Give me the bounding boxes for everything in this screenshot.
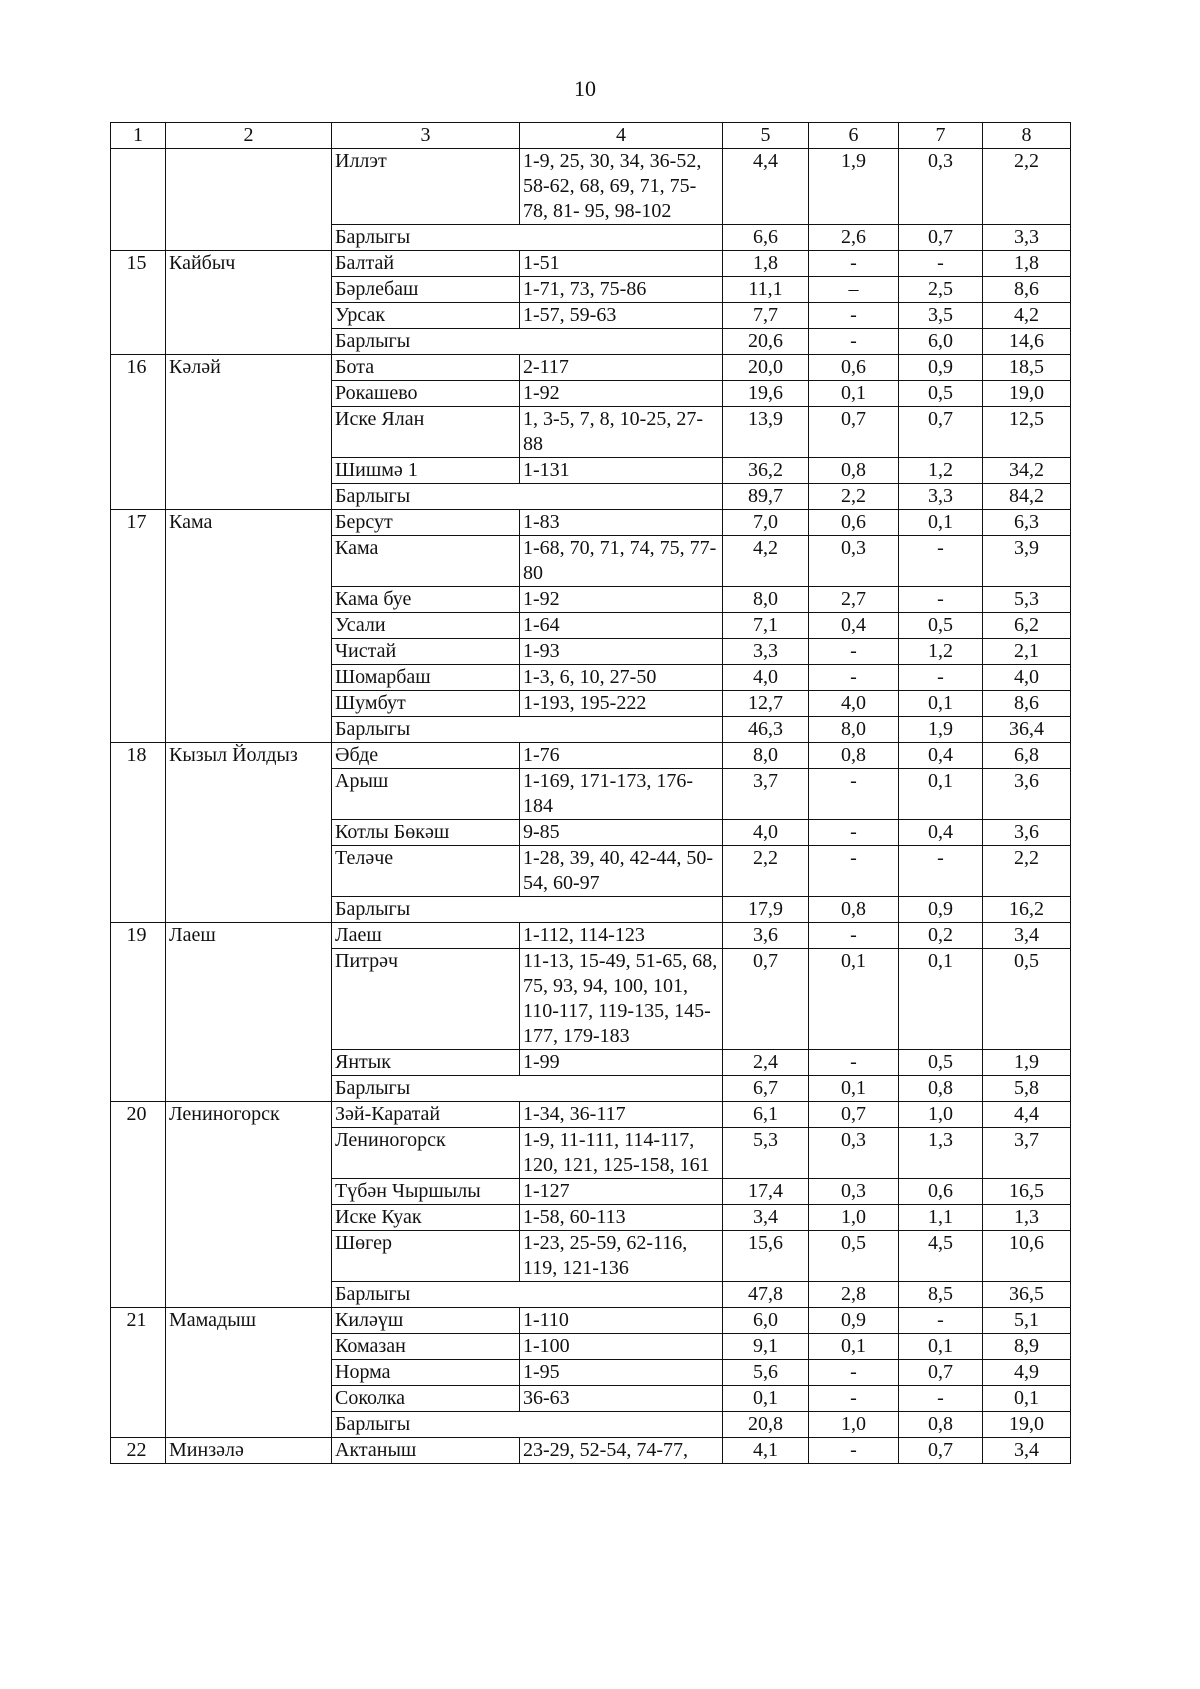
table-row [111, 1308, 1071, 1334]
district-name: Минзәлә [166, 1438, 332, 1464]
value-cell: 0,8 [809, 458, 899, 484]
table-row [111, 510, 1071, 536]
forestry-name: Кама [332, 536, 520, 587]
forestry-name: Шумбут [332, 691, 520, 717]
district-name: Мамадыш [166, 1308, 332, 1438]
value-cell: 1,3 [983, 1205, 1071, 1231]
total-value: 16,2 [983, 897, 1071, 923]
forestry-name: Зәй-Каратай [332, 1102, 520, 1128]
column-header: 2 [166, 123, 332, 149]
value-cell: 1,2 [899, 639, 983, 665]
value-cell: 4,2 [723, 536, 809, 587]
value-cell: 0,1 [983, 1386, 1071, 1412]
value-cell: 0,7 [899, 407, 983, 458]
quarter-numbers: 1-58, 60-113 [520, 1205, 723, 1231]
value-cell: 1,2 [899, 458, 983, 484]
value-cell: - [809, 1438, 899, 1464]
quarter-numbers: 1-92 [520, 381, 723, 407]
value-cell: 0,3 [809, 1179, 899, 1205]
value-cell: 6,0 [723, 1308, 809, 1334]
quarter-numbers: 1-28, 39, 40, 42-44, 50-54, 60-97 [520, 846, 723, 897]
total-value: 6,6 [723, 225, 809, 251]
value-cell: 1,3 [899, 1128, 983, 1179]
forestry-name: Лаеш [332, 923, 520, 949]
value-cell: 6,1 [723, 1102, 809, 1128]
value-cell: 1,8 [983, 251, 1071, 277]
forestry-name: Теләче [332, 846, 520, 897]
quarter-numbers: 1-57, 59-63 [520, 303, 723, 329]
total-value: 6,7 [723, 1076, 809, 1102]
total-value: 0,1 [809, 1076, 899, 1102]
table-row [111, 1438, 1071, 1464]
value-cell: 1,9 [983, 1050, 1071, 1076]
value-cell: 19,6 [723, 381, 809, 407]
table-row [111, 1102, 1071, 1128]
value-cell: - [809, 820, 899, 846]
value-cell: 1,1 [899, 1205, 983, 1231]
value-cell: 9,1 [723, 1334, 809, 1360]
table-row [111, 923, 1071, 949]
quarter-numbers: 23-29, 52-54, 74-77, [520, 1438, 723, 1464]
value-cell: 1,0 [899, 1102, 983, 1128]
value-cell: 10,6 [983, 1231, 1071, 1282]
value-cell: 17,4 [723, 1179, 809, 1205]
quarter-numbers: 1-95 [520, 1360, 723, 1386]
value-cell: 4,4 [983, 1102, 1071, 1128]
forestry-name: Усали [332, 613, 520, 639]
quarter-numbers: 1, 3-5, 7, 8, 10-25, 27-88 [520, 407, 723, 458]
forest-area-table [110, 122, 1071, 1464]
quarter-numbers: 11-13, 15-49, 51-65, 68, 75, 93, 94, 100, 101, 110-117, 119-135, 145-177, 179-183 [520, 949, 723, 1050]
total-value: 17,9 [723, 897, 809, 923]
value-cell: 3,7 [723, 769, 809, 820]
value-cell: 0,7 [899, 1360, 983, 1386]
forestry-name: Берсут [332, 510, 520, 536]
total-value: 6,0 [899, 329, 983, 355]
value-cell: 5,6 [723, 1360, 809, 1386]
forestry-name: Лениногорск [332, 1128, 520, 1179]
value-cell: - [809, 1050, 899, 1076]
value-cell: 0,1 [809, 949, 899, 1050]
total-label: Барлыгы [332, 225, 723, 251]
value-cell: - [899, 846, 983, 897]
value-cell: - [809, 639, 899, 665]
page-number: 10 [574, 76, 596, 101]
value-cell: 1,0 [809, 1205, 899, 1231]
value-cell: - [899, 665, 983, 691]
quarter-numbers: 1-64 [520, 613, 723, 639]
total-value: 36,4 [983, 717, 1071, 743]
total-value: 3,3 [899, 484, 983, 510]
value-cell: 0,1 [899, 1334, 983, 1360]
value-cell: 0,4 [899, 820, 983, 846]
total-value: 19,0 [983, 1412, 1071, 1438]
district-number: 16 [111, 355, 166, 510]
district-name: Кайбыч [166, 251, 332, 355]
total-value: 2,2 [809, 484, 899, 510]
quarter-numbers: 1-68, 70, 71, 74, 75, 77-80 [520, 536, 723, 587]
value-cell: 16,5 [983, 1179, 1071, 1205]
forestry-name: Бота [332, 355, 520, 381]
value-cell: 0,2 [899, 923, 983, 949]
value-cell: 8,9 [983, 1334, 1071, 1360]
value-cell: 0,1 [899, 769, 983, 820]
value-cell: 0,5 [899, 1050, 983, 1076]
value-cell: 0,3 [809, 1128, 899, 1179]
value-cell: 11,1 [723, 277, 809, 303]
quarter-numbers: 1-83 [520, 510, 723, 536]
column-header: 7 [899, 123, 983, 149]
district-name: Кама [166, 510, 332, 743]
value-cell: 6,3 [983, 510, 1071, 536]
value-cell: 0,7 [723, 949, 809, 1050]
value-cell: 4,9 [983, 1360, 1071, 1386]
total-value: 0,9 [899, 897, 983, 923]
value-cell: 4,0 [723, 820, 809, 846]
value-cell: - [809, 769, 899, 820]
district-number [111, 149, 166, 251]
value-cell: 0,9 [899, 355, 983, 381]
total-label: Барлыгы [332, 484, 723, 510]
value-cell: 2,7 [809, 587, 899, 613]
value-cell: 3,4 [983, 1438, 1071, 1464]
value-cell: 8,6 [983, 277, 1071, 303]
forestry-name: Норма [332, 1360, 520, 1386]
value-cell: 3,4 [983, 923, 1071, 949]
district-name: Кәләй [166, 355, 332, 510]
total-label: Барлыгы [332, 1282, 723, 1308]
forestry-name: Шомарбаш [332, 665, 520, 691]
total-value: - [809, 329, 899, 355]
value-cell: 0,6 [809, 510, 899, 536]
value-cell: 12,7 [723, 691, 809, 717]
value-cell: 0,4 [809, 613, 899, 639]
quarter-numbers: 1-93 [520, 639, 723, 665]
total-label: Барлыгы [332, 717, 723, 743]
quarter-numbers: 1-169, 171-173, 176-184 [520, 769, 723, 820]
total-value: 8,0 [809, 717, 899, 743]
total-value: 8,5 [899, 1282, 983, 1308]
quarter-numbers: 1-100 [520, 1334, 723, 1360]
value-cell: 0,8 [809, 743, 899, 769]
value-cell: 19,0 [983, 381, 1071, 407]
value-cell: 7,7 [723, 303, 809, 329]
total-value: 20,8 [723, 1412, 809, 1438]
value-cell: - [899, 1308, 983, 1334]
forestry-name: Комазан [332, 1334, 520, 1360]
column-header: 5 [723, 123, 809, 149]
value-cell: 0,1 [899, 949, 983, 1050]
forestry-name: Урсак [332, 303, 520, 329]
value-cell: - [809, 1386, 899, 1412]
quarter-numbers: 1-193, 195-222 [520, 691, 723, 717]
value-cell: 3,7 [983, 1128, 1071, 1179]
district-number: 17 [111, 510, 166, 743]
total-value: 3,3 [983, 225, 1071, 251]
table-row [111, 355, 1071, 381]
column-header: 1 [111, 123, 166, 149]
value-cell: 0,7 [899, 1438, 983, 1464]
value-cell: 2,1 [983, 639, 1071, 665]
district-name: Кызыл Йолдыз [166, 743, 332, 923]
district-number: 20 [111, 1102, 166, 1308]
forestry-name: Иллэт [332, 149, 520, 225]
district-name [166, 149, 332, 251]
column-header: 3 [332, 123, 520, 149]
value-cell: 0,5 [809, 1231, 899, 1282]
value-cell: - [899, 251, 983, 277]
column-header: 8 [983, 123, 1071, 149]
value-cell: 0,1 [899, 510, 983, 536]
quarter-numbers: 1-34, 36-117 [520, 1102, 723, 1128]
quarter-numbers: 2-117 [520, 355, 723, 381]
quarter-numbers: 1-51 [520, 251, 723, 277]
value-cell: 12,5 [983, 407, 1071, 458]
value-cell: 0,9 [809, 1308, 899, 1334]
value-cell: 0,4 [899, 743, 983, 769]
value-cell: 0,1 [899, 691, 983, 717]
value-cell: 2,2 [983, 846, 1071, 897]
value-cell: 7,1 [723, 613, 809, 639]
value-cell: 34,2 [983, 458, 1071, 484]
value-cell: 2,5 [899, 277, 983, 303]
forestry-name: Арыш [332, 769, 520, 820]
value-cell: 4,5 [899, 1231, 983, 1282]
quarter-numbers: 1-9, 11-111, 114-117, 120, 121, 125-158, 161 [520, 1128, 723, 1179]
total-label: Барлыгы [332, 1076, 723, 1102]
forestry-name: Рокашево [332, 381, 520, 407]
quarter-numbers: 1-92 [520, 587, 723, 613]
value-cell: 5,3 [723, 1128, 809, 1179]
value-cell: - [809, 303, 899, 329]
total-value: 14,6 [983, 329, 1071, 355]
quarter-numbers: 1-3, 6, 10, 27-50 [520, 665, 723, 691]
quarter-numbers: 1-9, 25, 30, 34, 36-52, 58-62, 68, 69, 71, 75-78, 81- 95, 98-102 [520, 149, 723, 225]
district-number: 21 [111, 1308, 166, 1438]
value-cell: 18,5 [983, 355, 1071, 381]
value-cell: 4,0 [809, 691, 899, 717]
value-cell: 4,0 [723, 665, 809, 691]
value-cell: 8,0 [723, 743, 809, 769]
value-cell: 0,5 [899, 381, 983, 407]
value-cell: 2,4 [723, 1050, 809, 1076]
value-cell: 13,9 [723, 407, 809, 458]
value-cell: 3,3 [723, 639, 809, 665]
value-cell: - [899, 536, 983, 587]
value-cell: 3,9 [983, 536, 1071, 587]
value-cell: - [809, 1360, 899, 1386]
value-cell: 36,2 [723, 458, 809, 484]
value-cell: 3,6 [983, 820, 1071, 846]
total-value: 5,8 [983, 1076, 1071, 1102]
district-name: Лениногорск [166, 1102, 332, 1308]
total-value: 1,0 [809, 1412, 899, 1438]
value-cell: 0,3 [809, 536, 899, 587]
total-value: 2,8 [809, 1282, 899, 1308]
value-cell: 5,3 [983, 587, 1071, 613]
quarter-numbers: 1-131 [520, 458, 723, 484]
value-cell: - [809, 846, 899, 897]
value-cell: 1,8 [723, 251, 809, 277]
forestry-name: Иске Ялан [332, 407, 520, 458]
value-cell: - [899, 1386, 983, 1412]
forestry-name: Кама буе [332, 587, 520, 613]
total-value: 47,8 [723, 1282, 809, 1308]
value-cell: 0,7 [809, 407, 899, 458]
forestry-name: Янтык [332, 1050, 520, 1076]
value-cell: 4,2 [983, 303, 1071, 329]
column-header: 4 [520, 123, 723, 149]
total-value: 46,3 [723, 717, 809, 743]
quarter-numbers: 1-112, 114-123 [520, 923, 723, 949]
value-cell: 4,4 [723, 149, 809, 225]
value-cell: 0,1 [723, 1386, 809, 1412]
total-value: 2,6 [809, 225, 899, 251]
total-value: 20,6 [723, 329, 809, 355]
value-cell: 20,0 [723, 355, 809, 381]
value-cell: 4,1 [723, 1438, 809, 1464]
quarter-numbers: 1-110 [520, 1308, 723, 1334]
total-value: 36,5 [983, 1282, 1071, 1308]
value-cell: - [809, 923, 899, 949]
total-value: 84,2 [983, 484, 1071, 510]
forestry-name: Әбде [332, 743, 520, 769]
total-value: 0,8 [899, 1412, 983, 1438]
forestry-name: Котлы Бөкәш [332, 820, 520, 846]
district-number: 19 [111, 923, 166, 1102]
table-row [111, 251, 1071, 277]
value-cell: 6,2 [983, 613, 1071, 639]
value-cell: - [809, 665, 899, 691]
value-cell: 15,6 [723, 1231, 809, 1282]
value-cell: 1,9 [809, 149, 899, 225]
quarter-numbers: 1-99 [520, 1050, 723, 1076]
value-cell: 3,4 [723, 1205, 809, 1231]
value-cell: 0,1 [809, 381, 899, 407]
district-number: 15 [111, 251, 166, 355]
forestry-name: Актаныш [332, 1438, 520, 1464]
value-cell: 3,5 [899, 303, 983, 329]
forestry-name: Бәрлебаш [332, 277, 520, 303]
quarter-numbers: 1-71, 73, 75-86 [520, 277, 723, 303]
forestry-name: Киләүш [332, 1308, 520, 1334]
quarter-numbers: 36-63 [520, 1386, 723, 1412]
value-cell: - [809, 251, 899, 277]
total-label: Барлыгы [332, 897, 723, 923]
total-label: Барлыгы [332, 329, 723, 355]
forestry-name: Түбән Чыршылы [332, 1179, 520, 1205]
value-cell: 0,7 [809, 1102, 899, 1128]
value-cell: 2,2 [723, 846, 809, 897]
value-cell: 0,5 [983, 949, 1071, 1050]
header-row [111, 123, 1071, 149]
value-cell: 7,0 [723, 510, 809, 536]
value-cell: 0,6 [899, 1179, 983, 1205]
forestry-name: Чистай [332, 639, 520, 665]
total-label: Барлыгы [332, 1412, 723, 1438]
total-value: 0,8 [899, 1076, 983, 1102]
forestry-name: Иске Куак [332, 1205, 520, 1231]
quarter-numbers: 1-127 [520, 1179, 723, 1205]
district-name: Лаеш [166, 923, 332, 1102]
value-cell: 4,0 [983, 665, 1071, 691]
district-number: 18 [111, 743, 166, 923]
value-cell: 3,6 [723, 923, 809, 949]
value-cell: 8,0 [723, 587, 809, 613]
quarter-numbers: 1-76 [520, 743, 723, 769]
column-header: 6 [809, 123, 899, 149]
value-cell: 0,5 [899, 613, 983, 639]
district-number: 22 [111, 1438, 166, 1464]
value-cell: 5,1 [983, 1308, 1071, 1334]
value-cell: 0,6 [809, 355, 899, 381]
value-cell: 6,8 [983, 743, 1071, 769]
total-value: 89,7 [723, 484, 809, 510]
value-cell: 3,6 [983, 769, 1071, 820]
forestry-name: Питрәч [332, 949, 520, 1050]
value-cell: 2,2 [983, 149, 1071, 225]
total-value: 0,8 [809, 897, 899, 923]
total-value: 1,9 [899, 717, 983, 743]
table-row [111, 149, 1071, 225]
total-value: 0,7 [899, 225, 983, 251]
quarter-numbers: 1-23, 25-59, 62-116, 119, 121-136 [520, 1231, 723, 1282]
table-row [111, 743, 1071, 769]
quarter-numbers: 9-85 [520, 820, 723, 846]
forestry-name: Шөгер [332, 1231, 520, 1282]
value-cell: - [899, 587, 983, 613]
value-cell: – [809, 277, 899, 303]
value-cell: 0,1 [809, 1334, 899, 1360]
forestry-name: Балтай [332, 251, 520, 277]
forestry-name: Соколка [332, 1386, 520, 1412]
forestry-name: Шишмә 1 [332, 458, 520, 484]
value-cell: 0,3 [899, 149, 983, 225]
value-cell: 8,6 [983, 691, 1071, 717]
